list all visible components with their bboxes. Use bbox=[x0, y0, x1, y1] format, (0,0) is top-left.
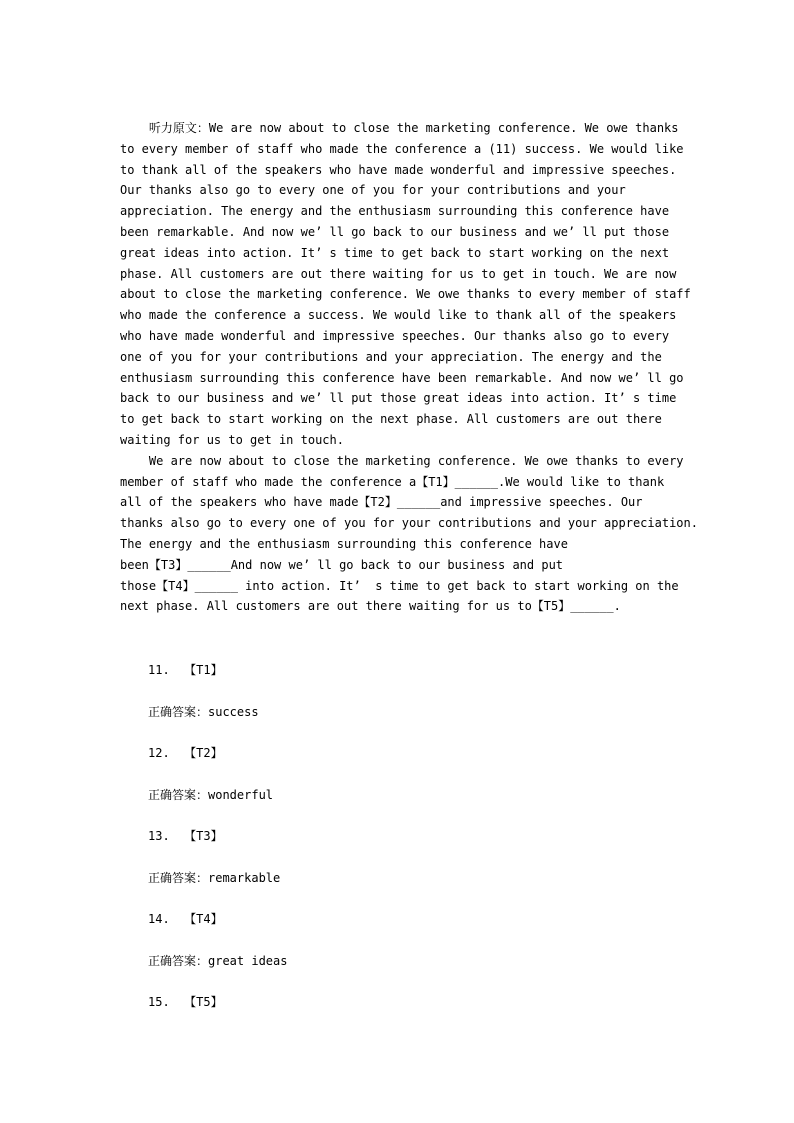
cloze-line: member of staff who made the conference a【T1】______.We would like to thank bbox=[120, 474, 665, 489]
cloze-line: all of the speakers who have made【T2】______and impressive speeches. Our bbox=[120, 495, 643, 510]
cloze-line: The energy and the enthusiasm surrounding this conference have bbox=[120, 536, 568, 551]
transcript-line: back to our business and we’ ll put those great ideas into action. It’ s time bbox=[120, 391, 677, 406]
question-number-13: 13. 【T3】 bbox=[148, 829, 223, 843]
cloze-line: those【T4】______ into action. It’ s time to get back to start working on the bbox=[120, 578, 679, 593]
transcript-line: waiting for us to get in touch. bbox=[120, 432, 344, 447]
listening-transcript bbox=[120, 118, 698, 617]
transcript-line: to get back to start working on the next phase. All customers are out there bbox=[120, 412, 662, 427]
transcript-line: to thank all of the speakers who have made wonderful and impressive speeches. bbox=[120, 162, 677, 177]
answer-14: 正确答案：great ideas bbox=[148, 954, 288, 968]
answer-12: 正确答案：wonderful bbox=[148, 788, 274, 802]
answer-13: 正确答案：remarkable bbox=[148, 871, 281, 885]
transcript-line: Our thanks also go to every one of you for your contributions and your bbox=[120, 183, 626, 198]
question-number-11: 11. 【T1】 bbox=[148, 663, 223, 677]
cloze-line: We are now about to close the marketing conference. We owe thanks to every bbox=[120, 453, 684, 468]
transcript-line: great ideas into action. It’ s time to get back to start working on the next bbox=[120, 245, 670, 260]
transcript-line: about to close the marketing conference. We owe thanks to every member of staff bbox=[120, 287, 691, 302]
transcript-line: appreciation. The energy and the enthusiasm surrounding this conference have bbox=[120, 204, 670, 219]
question-number-14: 14. 【T4】 bbox=[148, 912, 223, 926]
transcript-line: been remarkable. And now we’ ll go back to our business and we’ ll put those bbox=[120, 224, 670, 239]
answer-11: 正确答案：success bbox=[148, 705, 259, 719]
transcript-line: 听力原文：We are now about to close the marketing conference. We owe thanks bbox=[120, 121, 679, 135]
question-number-12: 12. 【T2】 bbox=[148, 746, 223, 760]
transcript-line: phase. All customers are out there waiting for us to get in touch. We are now bbox=[120, 266, 677, 281]
transcript-line: who have made wonderful and impressive speeches. Our thanks also go to every bbox=[120, 328, 670, 343]
transcript-line: to every member of staff who made the conference a (11) success. We would like bbox=[120, 141, 684, 156]
transcript-line: enthusiasm surrounding this conference have been remarkable. And now we’ ll go bbox=[120, 370, 684, 385]
cloze-line: thanks also go to every one of you for your contributions and your appreciation. bbox=[120, 516, 698, 531]
cloze-line: next phase. All customers are out there waiting for us to【T5】______. bbox=[120, 599, 621, 614]
question-number-15: 15. 【T5】 bbox=[148, 995, 223, 1009]
transcript-line: who made the conference a success. We would like to thank all of the speakers bbox=[120, 308, 677, 323]
transcript-line: one of you for your contributions and your appreciation. The energy and the bbox=[120, 349, 662, 364]
cloze-line: been【T3】______And now we’ ll go back to our business and put bbox=[120, 557, 564, 572]
